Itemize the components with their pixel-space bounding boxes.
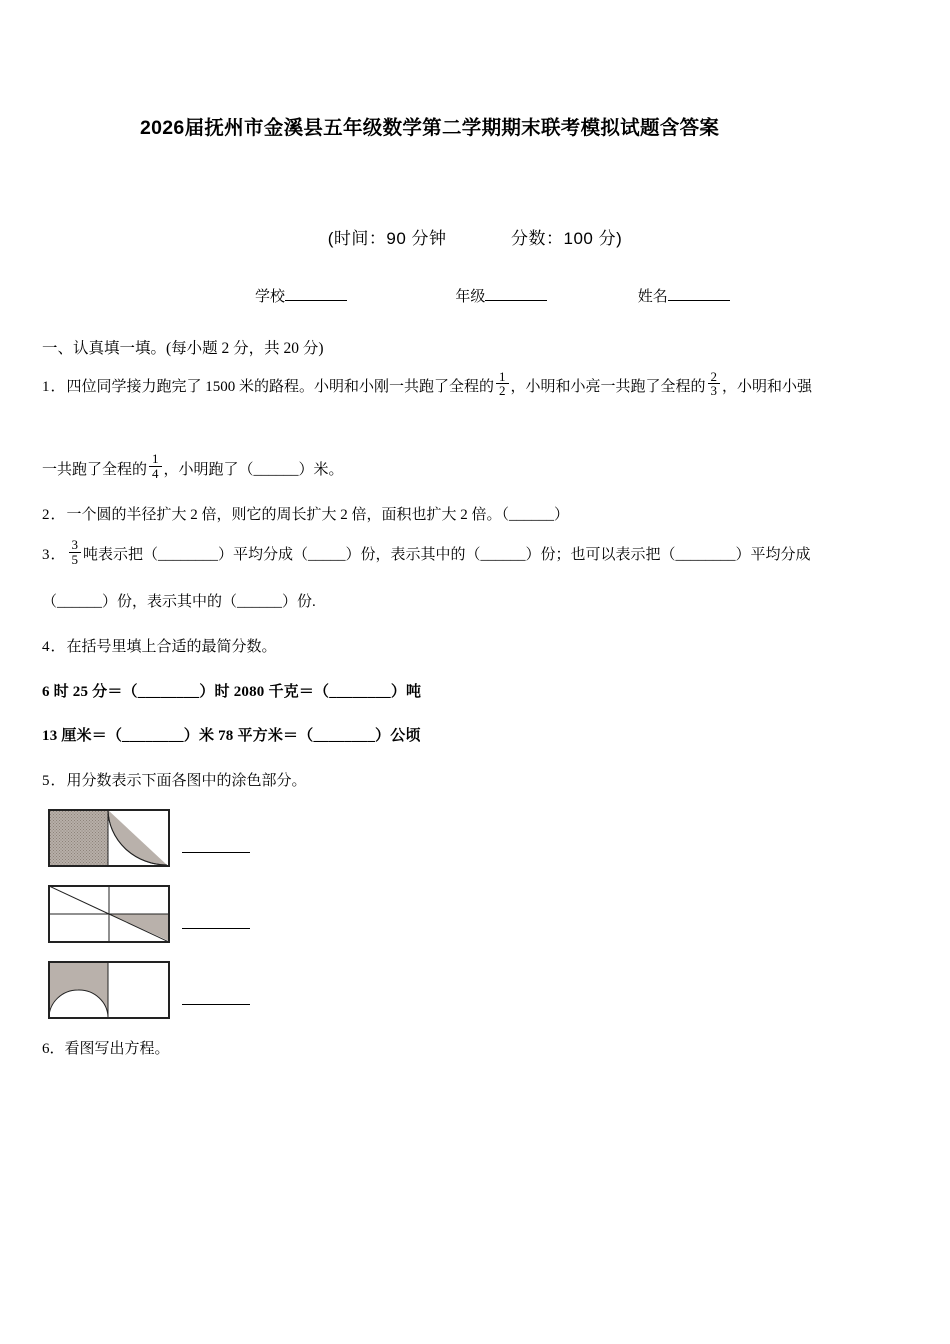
- figure-2-answer-blank[interactable]: [182, 898, 250, 929]
- question-5-text: 用分数表示下面各图中的涂色部分。: [66, 773, 307, 789]
- question-1-text-part3: ，小明和小强: [722, 379, 813, 395]
- field-name: [638, 285, 730, 306]
- fraction-numerator: 1: [499, 368, 506, 384]
- question-3-continuation: （______）份，表示其中的（______）份.: [42, 594, 316, 610]
- fraction-denominator: 2: [496, 383, 509, 398]
- quarter-circle-arc-icon: [49, 810, 169, 866]
- exam-time-label: (时间：90 分钟: [327, 229, 447, 248]
- question-6-text: 看图写出方程。: [64, 1040, 170, 1057]
- section-heading-1: 一、认真填一填。(每小题 2 分，共 20 分): [42, 340, 324, 357]
- question-3: [40, 536, 910, 618]
- question-4-sub2: 13 厘米＝（________）米 78 平方米＝（________）公顷: [42, 728, 421, 745]
- fraction-denominator: 3: [708, 383, 721, 398]
- figure-rect-triangles: [48, 885, 170, 943]
- question-5: [40, 766, 910, 797]
- semicircle-shading-icon: [49, 962, 169, 1018]
- question-6: [40, 1037, 910, 1058]
- field-grade-blank[interactable]: [485, 287, 547, 301]
- figure-3-answer-blank[interactable]: [182, 974, 250, 1005]
- field-name-label: 姓名: [637, 288, 668, 305]
- field-name-blank[interactable]: [668, 287, 730, 301]
- question-3-fraction: [69, 538, 82, 566]
- exam-score-label: 分数：100 分): [511, 229, 623, 248]
- student-fields: [40, 285, 910, 306]
- question-1-text-part2: ，小明和小亮一共跑了全程的: [510, 379, 706, 395]
- figure-1-answer-blank[interactable]: [182, 822, 250, 853]
- question-1-number: 1．: [42, 379, 67, 395]
- question-1-line2-post: ，小明跑了（______）米。: [163, 461, 344, 478]
- figure-row-3: [40, 961, 910, 1019]
- question-1-fraction-3: [149, 452, 162, 480]
- fraction-denominator: 5: [69, 552, 82, 567]
- question-4: [40, 632, 910, 752]
- figure-square-semicircles: [48, 961, 170, 1019]
- question-5-number: 5．: [42, 773, 67, 789]
- triangle-shading-icon: [49, 886, 169, 942]
- question-1-line2-pre: 一共跑了全程的: [42, 461, 148, 478]
- field-grade-label: 年级: [455, 288, 486, 305]
- fraction-numerator: 3: [71, 536, 79, 552]
- figure-row-1: [40, 809, 910, 867]
- question-2: [40, 500, 910, 531]
- question-4-text: 在括号里填上合适的最简分数。: [66, 638, 277, 655]
- question-2-number: 2．: [42, 506, 67, 523]
- page-title: 2026届抚州市金溪县五年级数学第二学期期末联考模拟试题含答案: [140, 117, 720, 139]
- figure-square-quarter-circle: [48, 809, 170, 867]
- question-3-text: 吨表示把（________）平均分成（_____）份，表示其中的（______）份；也可以表示把（________）平均分成: [83, 547, 811, 564]
- question-1-fraction-2: [708, 370, 721, 398]
- question-1-fraction-1: [496, 370, 509, 398]
- field-grade: [455, 285, 547, 306]
- question-4-sub1: 6 时 25 分＝（________）时 2080 千克＝（________）吨: [42, 683, 422, 700]
- fraction-numerator: 1: [152, 451, 159, 467]
- question-4-number: 4．: [42, 638, 67, 655]
- question-5-figures: [40, 809, 910, 1019]
- question-1-text-part1: 四位同学接力跑完了 1500 米的路程。小明和小刚一共跑了全程的: [66, 379, 495, 395]
- fraction-numerator: 2: [710, 368, 718, 384]
- question-3-number: 3．: [42, 547, 67, 564]
- exam-info: [40, 224, 910, 249]
- fraction-denominator: 4: [149, 466, 162, 481]
- field-school-blank[interactable]: [285, 287, 347, 301]
- field-school: [255, 285, 347, 306]
- figure-row-2: [40, 885, 910, 943]
- question-6-number: 6．: [42, 1040, 65, 1057]
- field-school-label: 学校: [255, 288, 286, 305]
- question-1: [40, 368, 910, 486]
- question-2-text: 一个圆的半径扩大 2 倍，则它的周长扩大 2 倍，面积也扩大 2 倍。（______）: [66, 506, 570, 523]
- question-1-line2: [42, 451, 910, 486]
